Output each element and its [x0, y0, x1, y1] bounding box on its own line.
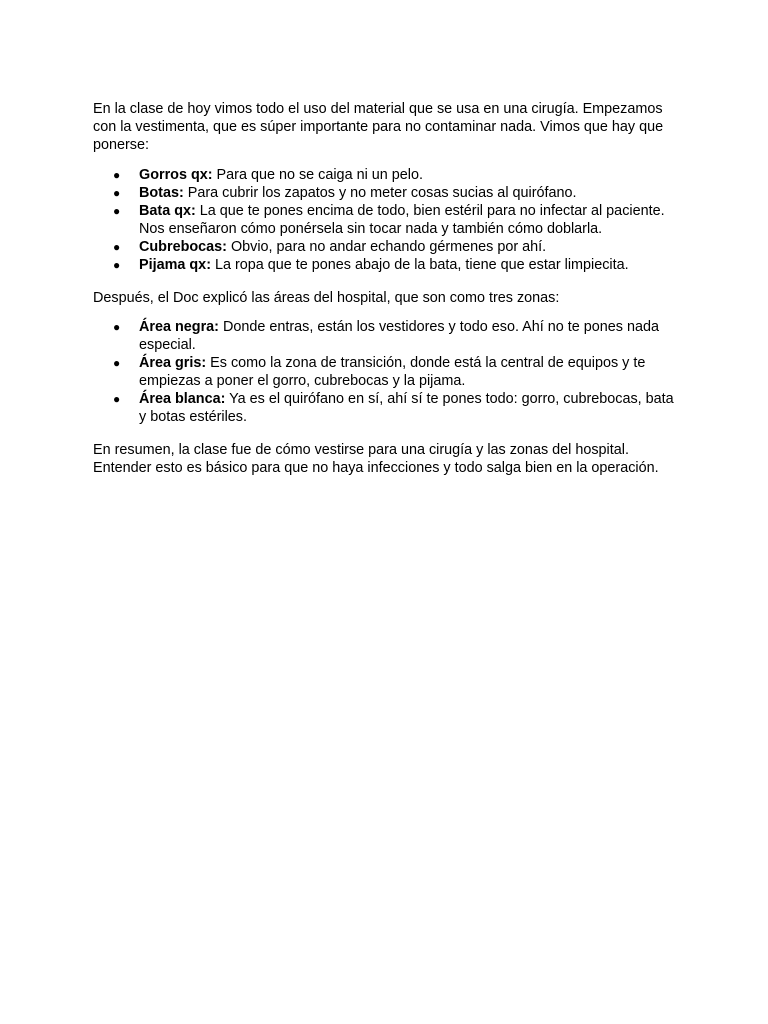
bullet-icon: ● — [113, 356, 121, 370]
list-item — [93, 318, 675, 354]
list-item-term: Gorros qx: — [139, 167, 213, 183]
bullet-icon: ● — [113, 392, 121, 406]
bullet-icon: ● — [113, 320, 121, 334]
bullet-icon: ● — [113, 186, 121, 200]
list-item-text: Es como la zona de transición, donde está la central de equipos y te empiezas a poner el gorro, cubrebocas y la pijama. — [139, 355, 646, 389]
list-item — [93, 184, 675, 202]
list-item — [93, 238, 675, 256]
areas-intro-paragraph: Después, el Doc explicó las áreas del hospital, que son como tres zonas: — [93, 290, 560, 306]
bullet-icon: ● — [113, 258, 121, 272]
list-item-text: Para que no se caiga ni un pelo. — [212, 167, 423, 183]
list-item — [93, 166, 675, 184]
list-item-text: Obvio, para no andar echando gérmenes por ahí. — [226, 239, 547, 255]
list-item-term: Pijama qx: — [139, 257, 211, 273]
list-item-term: Área blanca: — [139, 391, 226, 407]
bullet-icon: ● — [113, 168, 121, 182]
list-item — [93, 354, 675, 390]
list-item — [93, 202, 675, 238]
list-item-text: Para cubrir los zapatos y no meter cosas sucias al quirófano. — [183, 185, 577, 201]
list-item-term: Botas: — [139, 185, 184, 201]
bullet-icon: ● — [113, 204, 121, 218]
list-item-term: Área gris: — [139, 355, 207, 371]
list-item-text: La ropa que te pones abajo de la bata, tiene que estar limpiecita. — [210, 257, 629, 273]
list-item-text: Donde entras, están los vestidores y todo eso. Ahí no te pones nada especial. — [139, 319, 659, 353]
list-item — [93, 390, 675, 426]
areas-list — [93, 318, 675, 426]
intro-paragraph: En la clase de hoy vimos todo el uso del material que se usa en una cirugía. Empezamos con la vestimenta, que es súper importante para no contaminar nada. Vimos que hay que ponerse: — [93, 101, 664, 153]
summary-paragraph: En resumen, la clase fue de cómo vestirse para una cirugía y las zonas del hospital. Entender esto es básico para que no haya infecciones y todo salga bien en la operación. — [93, 442, 659, 476]
list-item-term: Área negra: — [139, 319, 219, 335]
list-item-text: Ya es el quirófano en sí, ahí sí te pones todo: gorro, cubrebocas, bata y botas estériles. — [139, 391, 674, 425]
list-item — [93, 256, 675, 274]
list-item-term: Cubrebocas: — [139, 239, 227, 255]
list-item-term: Bata qx: — [139, 203, 196, 219]
list-item-text: La que te pones encima de todo, bien estéril para no infectar al paciente. Nos enseñaron cómo ponérsela sin tocar nada y también cómo doblarla. — [139, 203, 665, 237]
clothing-list — [93, 166, 675, 274]
bullet-icon: ● — [113, 240, 121, 254]
document-body — [93, 100, 675, 477]
